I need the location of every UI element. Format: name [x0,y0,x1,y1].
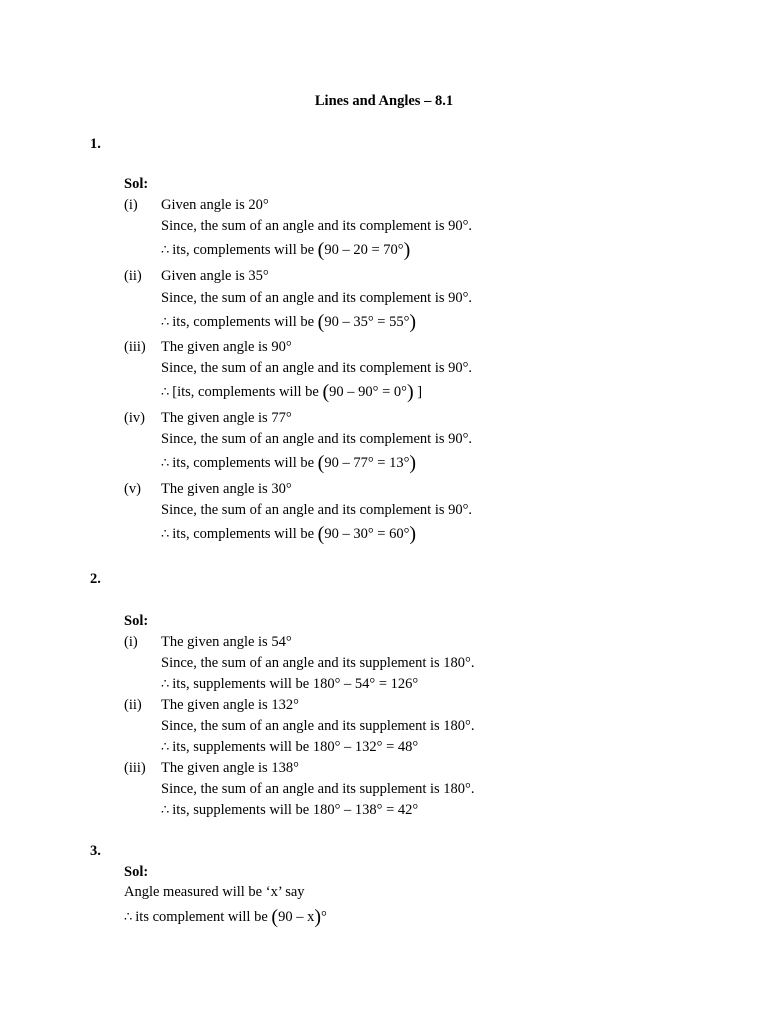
q1-result-line [161,239,410,262]
q2-result-line [161,739,418,756]
therefore-symbol: ∴ [161,526,170,541]
q1-since-line: Since, the sum of an angle and its complement is 90°. [161,360,473,376]
therefore-symbol: ∴ [124,909,133,924]
result-expression: 90 – 90° = 0° [329,384,407,400]
q1-part-label: (i) [124,197,138,213]
therefore-symbol: ∴ [161,802,170,817]
question-3-number: 3. [90,843,101,859]
open-paren: ( [271,906,279,928]
page-title: Lines and Angles – 8.1 [314,93,454,109]
q1-result-line [161,381,422,404]
q2-since-line: Since, the sum of an angle and its supplement is 180°. [161,781,475,797]
therefore-symbol: ∴ [161,739,170,754]
result-expression: 90 – 77° = 13° [324,455,410,471]
q1-since-line: Since, the sum of an angle and its complement is 90°. [161,431,473,447]
q1-result-line [161,452,416,475]
q2-result-line [161,802,418,819]
q1-given-line: The given angle is 90° [161,339,292,355]
q2-given-line: The given angle is 138° [161,760,299,776]
result-expression: 90 – x [278,909,315,925]
open-paren: ( [317,239,325,261]
open-paren: ( [317,523,325,545]
q1-given-line: Given angle is 35° [161,268,269,284]
result-prefix: its, complements will be [172,526,318,542]
q1-part-label: (iii) [124,339,146,355]
result-suffix: ° [321,909,327,925]
close-paren: ) [409,452,417,474]
question-2-number: 2. [90,571,101,587]
q1-part-label: (v) [124,481,141,497]
q1-since-line: Since, the sum of an angle and its complement is 90°. [161,290,473,306]
q2-part-label: (i) [124,634,138,650]
q1-part-label: (ii) [124,268,142,284]
open-paren: ( [317,452,325,474]
q2-part-label: (ii) [124,697,142,713]
q2-part-label: (iii) [124,760,146,776]
q1-given-line: The given angle is 77° [161,410,292,426]
close-paren: ) [403,239,411,261]
q1-since-line: Since, the sum of an angle and its complement is 90°. [161,502,473,518]
question-1-number: 1. [90,136,101,152]
result-prefix: its, complements will be [172,242,318,258]
result-prefix: its, complements will be [172,455,318,471]
q1-since-line: Since, the sum of an angle and its complement is 90°. [161,218,473,234]
close-paren: ) [409,311,417,333]
q3-sol-label: Sol: [124,864,149,880]
result-text: its, supplements will be 180° – 54° = 126° [172,676,419,692]
q2-given-line: The given angle is 54° [161,634,292,650]
result-expression: 90 – 35° = 55° [324,314,410,330]
result-suffix: ] [413,384,423,400]
close-paren: ) [314,906,321,928]
result-prefix: its complement will be [135,909,272,925]
therefore-symbol: ∴ [161,455,170,470]
open-paren: ( [322,381,330,403]
q1-part-label: (iv) [124,410,145,426]
therefore-symbol: ∴ [161,384,170,399]
result-expression: 90 – 20 = 70° [324,242,404,258]
result-prefix: its, complements will be [172,314,318,330]
open-paren: ( [317,311,325,333]
q2-sol-label: Sol: [124,613,149,629]
q1-result-line [161,311,416,334]
q2-result-line [161,676,418,693]
result-expression: 90 – 30° = 60° [324,526,410,542]
result-prefix: [its, complements will be [172,384,323,400]
q2-since-line: Since, the sum of an angle and its supplement is 180°. [161,718,475,734]
result-text: its, supplements will be 180° – 132° = 48° [172,739,419,755]
therefore-symbol: ∴ [161,242,170,257]
q3-result-line [124,906,327,929]
q2-since-line: Since, the sum of an angle and its supplement is 180°. [161,655,475,671]
q1-given-line: Given angle is 20° [161,197,269,213]
q1-result-line [161,523,416,546]
q1-given-line: The given angle is 30° [161,481,292,497]
therefore-symbol: ∴ [161,314,170,329]
close-paren: ) [406,381,414,403]
therefore-symbol: ∴ [161,676,170,691]
close-paren: ) [409,523,417,545]
result-text: its, supplements will be 180° – 138° = 42° [172,802,419,818]
q1-sol-label: Sol: [124,176,149,192]
q3-line1: Angle measured will be ‘x’ say [124,884,305,900]
q2-given-line: The given angle is 132° [161,697,299,713]
